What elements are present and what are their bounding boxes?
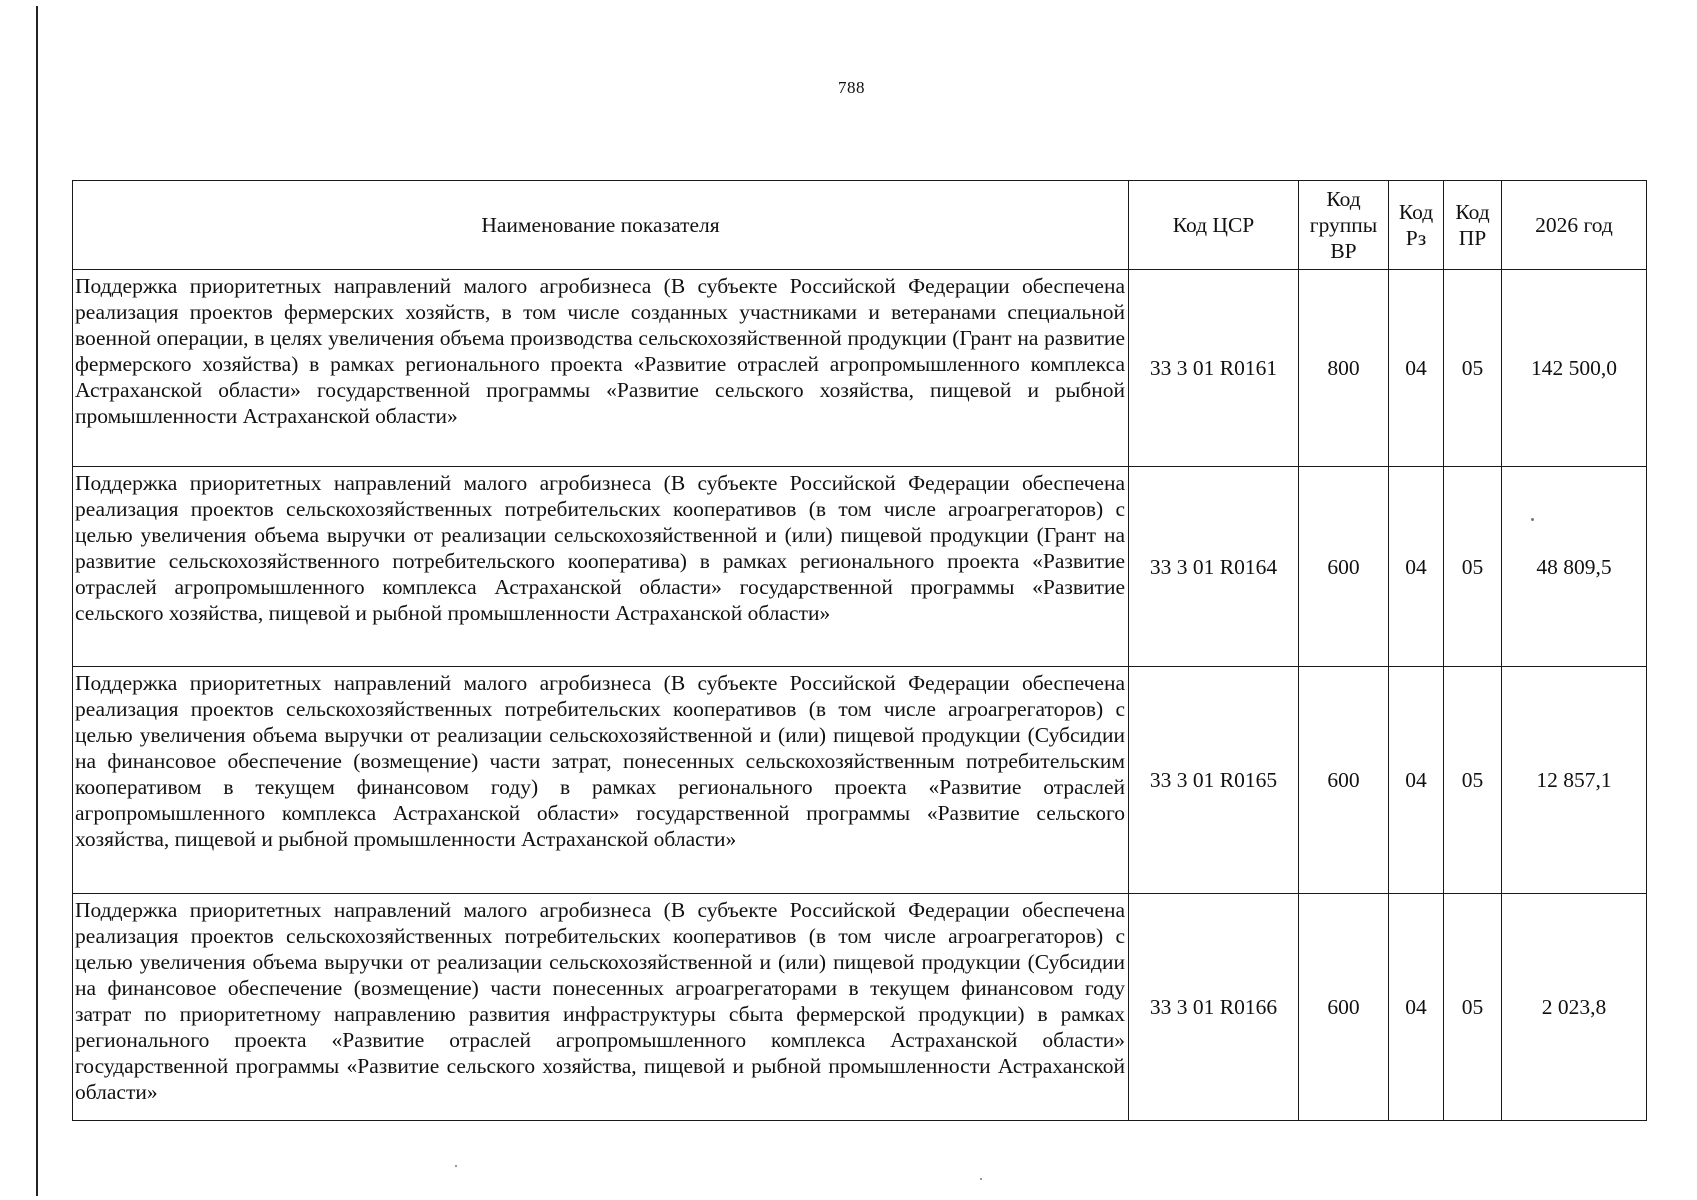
row-vr-group-code: 600	[1299, 667, 1389, 894]
row-indicator-name: Поддержка приоритетных направлений малого агробизнеса (В субъекте Российской Федерации обеспечена реализация проектов фермерских хозяйств, в том числе созданных участниками и ветеранами специальной военной операции, в целях увеличения объема производства сельскохозяйственной продукции (Грант на развитие фермерского хозяйства) в рамках регионального проекта «Развитие отраслей агропромышленного комплекса Астраханской области» государственной программы «Развитие сельского хозяйства, пищевой и рыбной промышленности Астраханской области»	[73, 270, 1129, 467]
row-amount-2026: 12 857,1	[1502, 667, 1647, 894]
scan-speck	[980, 1178, 982, 1180]
header-csr-code: Код ЦСР	[1129, 181, 1299, 270]
row-indicator-name: Поддержка приоритетных направлений малого агробизнеса (В субъекте Российской Федерации обеспечена реализация проектов сельскохозяйственных потребительских кооперативов (в том числе агроагрегаторов) с целью увеличения объема выручки от реализации сельскохозяйственной и (или) пищевой продукции (Субсидии на финансовое обеспечение (возмещение) части затрат, понесенных сельскохозяйственным потребительским кооперативом в текущем финансовом году) в рамках регионального проекта «Развитие отраслей агропромышленного комплекса Астраханской области» государственной программы «Развитие сельского хозяйства, пищевой и рыбной промышленности Астраханской области»	[73, 667, 1129, 894]
row-rz-code: 04	[1389, 667, 1444, 894]
row-csr-code: 33 3 01 R0165	[1129, 667, 1299, 894]
row-csr-code: 33 3 01 R0166	[1129, 894, 1299, 1121]
header-indicator-name: Наименование показателя	[73, 181, 1129, 270]
table-row	[73, 667, 1647, 894]
row-csr-code: 33 3 01 R0164	[1129, 467, 1299, 667]
row-rz-code: 04	[1389, 894, 1444, 1121]
header-rz-code: Код Рз	[1389, 181, 1444, 270]
row-indicator-name: Поддержка приоритетных направлений малого агробизнеса (В субъекте Российской Федерации обеспечена реализация проектов сельскохозяйственных потребительских кооперативов (в том числе агроагрегаторов) с целью увеличения объема выручки от реализации сельскохозяйственной и (или) пищевой продукции (Субсидии на финансовое обеспечение (возмещение) части понесенных агроагрегаторами в текущем финансовом году затрат по приоритетному направлению развития инфраструктуры сбыта фермерской продукции) в рамках регионального проекта «Развитие отраслей агропромышленного комплекса Астраханской области» государственной программы «Развитие сельского хозяйства, пищевой и рыбной промышленности Астраханской области»	[73, 894, 1129, 1121]
header-vr-group-code: Код группы ВР	[1299, 181, 1389, 270]
binding-margin-line	[36, 6, 38, 1196]
table-row	[73, 467, 1647, 667]
row-amount-2026: 142 500,0	[1502, 270, 1647, 467]
row-pr-code: 05	[1444, 270, 1502, 467]
header-year-2026: 2026 год	[1502, 181, 1647, 270]
row-vr-group-code: 600	[1299, 467, 1389, 667]
page-number: 788	[838, 78, 865, 97]
header-pr-code: Код ПР	[1444, 181, 1502, 270]
budget-table	[72, 180, 1647, 1121]
row-amount-2026: 48 809,5	[1502, 467, 1647, 667]
row-amount-2026: 2 023,8	[1502, 894, 1647, 1121]
scan-speck	[1531, 518, 1534, 521]
row-pr-code: 05	[1444, 467, 1502, 667]
row-vr-group-code: 600	[1299, 894, 1389, 1121]
row-csr-code: 33 3 01 R0161	[1129, 270, 1299, 467]
row-indicator-name: Поддержка приоритетных направлений малого агробизнеса (В субъекте Российской Федерации обеспечена реализация проектов сельскохозяйственных потребительских кооперативов (в том числе агроагрегаторов) с целью увеличения объема выручки от реализации сельскохозяйственной и (или) пищевой продукции (Грант на развитие сельскохозяйственного потребительского кооператива) в рамках регионального проекта «Развитие отраслей агропромышленного комплекса Астраханской области» государственной программы «Развитие сельского хозяйства, пищевой и рыбной промышленности Астраханской области»	[73, 467, 1129, 667]
row-rz-code: 04	[1389, 467, 1444, 667]
row-vr-group-code: 800	[1299, 270, 1389, 467]
row-pr-code: 05	[1444, 894, 1502, 1121]
table-header-row	[73, 181, 1647, 270]
table-row	[73, 270, 1647, 467]
row-rz-code: 04	[1389, 270, 1444, 467]
scan-speck	[455, 1165, 457, 1167]
table-row	[73, 894, 1647, 1121]
row-pr-code: 05	[1444, 667, 1502, 894]
